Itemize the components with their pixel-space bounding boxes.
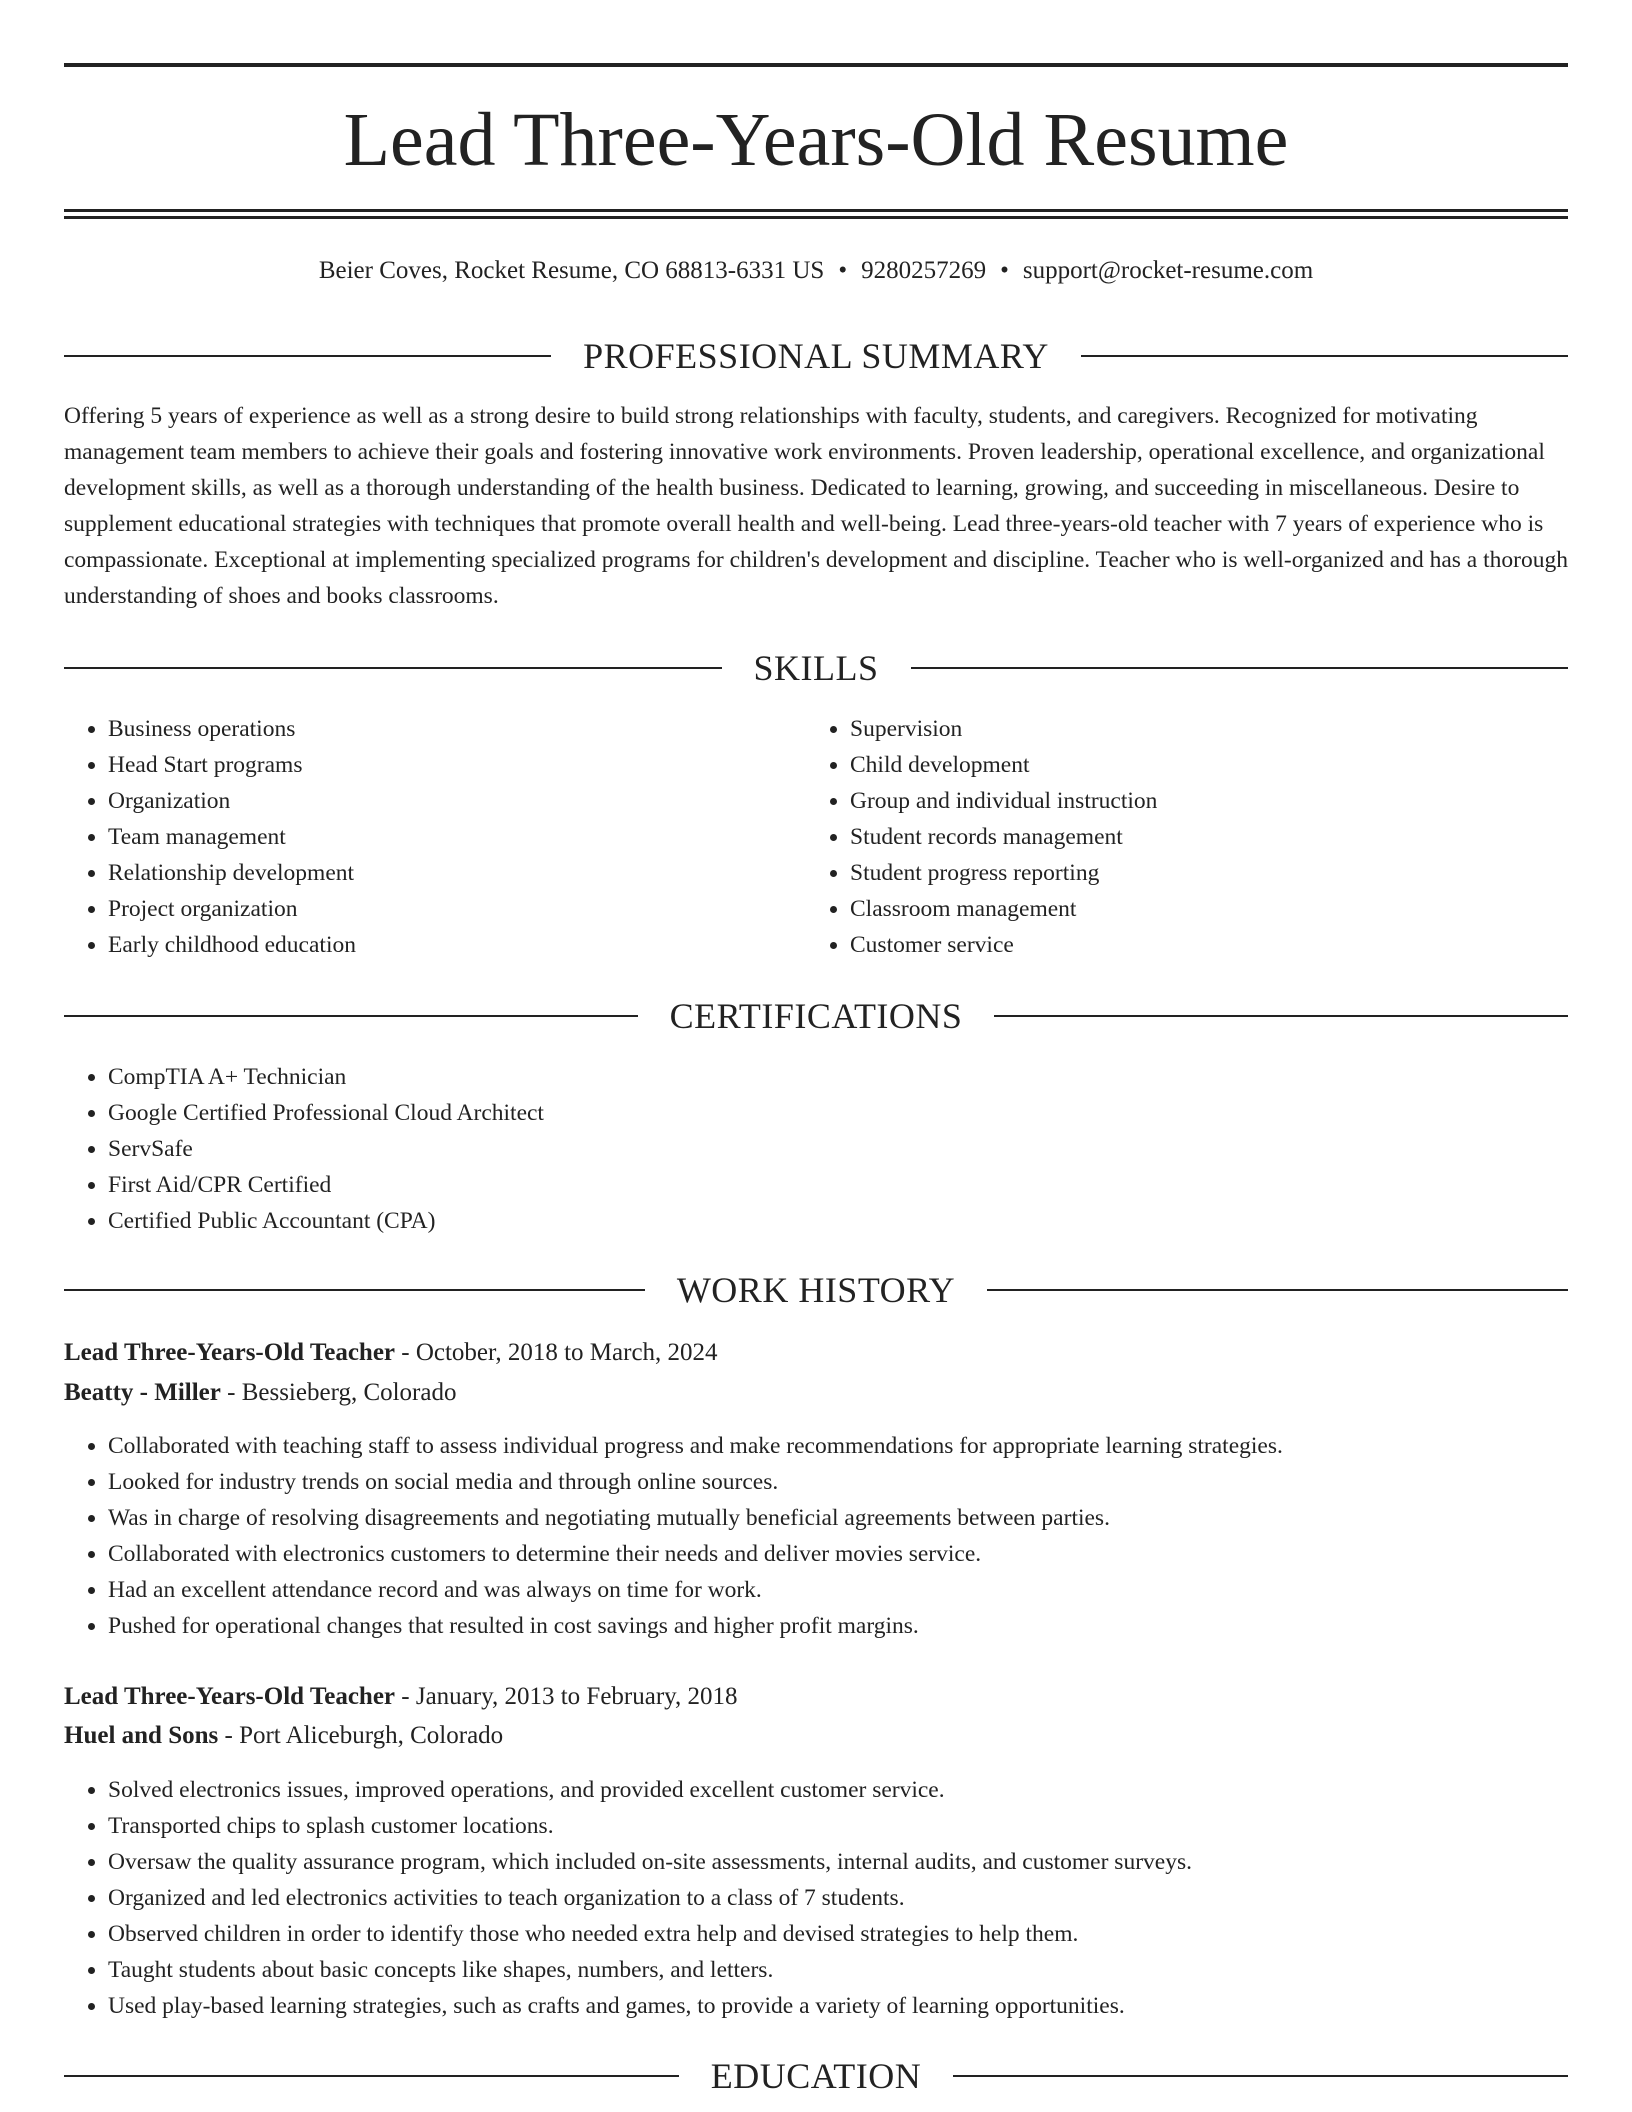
section-header-skills [64, 646, 1568, 690]
job-dates: - October, 2018 to March, 2024 [395, 1339, 718, 1366]
job-location: - Bessieberg, Colorado [220, 1379, 457, 1406]
certification-item: • CompTIA A+ Technician [108, 1059, 1064, 1095]
skill-item: • Classroom management [850, 891, 1506, 927]
job-bullet: • Used play-based learning strategies, such as crafts and games, to provide a variety of learning opportunities. [108, 1988, 1568, 2024]
certifications-list [64, 1059, 1064, 1239]
skill-item: • Business operations [108, 711, 764, 747]
job-bullet: • Solved electronics issues, improved operations, and provided excellent customer service. [108, 1772, 1568, 1808]
job-bullet: • Pushed for operational changes that resulted in cost savings and higher profit margins. [108, 1608, 1568, 1644]
job-bullet: • Collaborated with electronics customers to determine their needs and deliver movies service. [108, 1536, 1568, 1572]
job-bullet: • Taught students about basic concepts like shapes, numbers, and letters. [108, 1952, 1568, 1988]
contact-separator: • [1000, 257, 1009, 284]
job-bullet: • Organized and led electronics activities to teach organization to a class of 7 students. [108, 1880, 1568, 1916]
job-title-line [64, 1680, 1568, 1714]
certifications-column [64, 1059, 1064, 1239]
job-title: Lead Three-Years-Old Teacher [64, 1339, 396, 1366]
section-header-education [64, 2054, 1568, 2098]
job-bullet-list [64, 1428, 1568, 1644]
section-rule-right [987, 1289, 1568, 1291]
skill-item: • Student records management [850, 819, 1506, 855]
certification-item: • ServSafe [108, 1131, 1064, 1167]
job-title-line [64, 1336, 1568, 1370]
contact-email[interactable]: support@rocket-resume.com [1022, 257, 1314, 284]
section-title-work: WORK HISTORY [676, 1270, 956, 1310]
section-header-work [64, 1268, 1568, 1312]
job-bullets [64, 1428, 1568, 1644]
job-company-line [64, 1376, 1568, 1410]
section-title-certifications: CERTIFICATIONS [669, 996, 963, 1036]
skill-item: • Head Start programs [108, 747, 764, 783]
section-rule-left [64, 355, 551, 357]
skill-item: • Organization [108, 783, 764, 819]
skills-column-left [64, 711, 764, 963]
page-title: Lead Three-Years-Old Resume [343, 98, 1289, 182]
job-bullet: • Observed children in order to identify those who needed extra help and devised strategies to help them. [108, 1916, 1568, 1952]
section-title-summary: PROFESSIONAL SUMMARY [583, 336, 1049, 376]
section-title-education: EDUCATION [710, 2056, 922, 2096]
skill-item: • Child development [850, 747, 1506, 783]
skill-item: • Customer service [850, 927, 1506, 963]
certification-item: • Google Certified Professional Cloud Architect [108, 1095, 1064, 1131]
skill-item: • Early childhood education [108, 927, 764, 963]
section-title-skills: SKILLS [753, 648, 879, 688]
job-dates: - January, 2013 to February, 2018 [395, 1683, 738, 1710]
section-rule-left [64, 1015, 638, 1017]
section-rule-left [64, 2075, 679, 2077]
job-company: Huel and Sons [64, 1722, 219, 1749]
section-rule-right [1081, 355, 1568, 357]
skill-item: • Supervision [850, 711, 1506, 747]
title-rule-upper [64, 209, 1568, 212]
skills-list-left [64, 711, 764, 963]
title-rule-lower [64, 216, 1568, 219]
job-bullet: • Had an excellent attendance record and was always on time for work. [108, 1572, 1568, 1608]
contact-phone: 9280257269 [861, 257, 987, 284]
job-bullet: • Was in charge of resolving disagreements and negotiating mutually beneficial agreements between parties. [108, 1500, 1568, 1536]
skills-column-right [806, 711, 1506, 963]
contact-separator: • [838, 257, 848, 284]
section-rule-right [953, 2075, 1568, 2077]
job-company: Beatty - Miller [64, 1379, 221, 1406]
job-location: - Port Aliceburgh, Colorado [218, 1722, 504, 1749]
skill-item: • Relationship development [108, 855, 764, 891]
contact-address: Beier Coves, Rocket Resume, CO 68813-6331 US [318, 257, 825, 284]
job-bullets [64, 1772, 1568, 2024]
job-bullet: • Looked for industry trends on social media and through online sources. [108, 1464, 1568, 1500]
skill-item: • Team management [108, 819, 764, 855]
section-rule-left [64, 667, 722, 669]
section-header-summary [64, 334, 1568, 378]
job-bullet: • Oversaw the quality assurance program, which included on-site assessments, internal audits, and customer surveys. [108, 1844, 1568, 1880]
job-bullet: • Collaborated with teaching staff to assess individual progress and make recommendations for appropriate learning strategies. [108, 1428, 1568, 1464]
section-header-certifications [64, 994, 1568, 1038]
certification-item: • Certified Public Accountant (CPA) [108, 1203, 1064, 1239]
certification-item: • First Aid/CPR Certified [108, 1167, 1064, 1203]
job-company-line [64, 1719, 1568, 1753]
skills-list-right [806, 711, 1506, 963]
skill-item: • Project organization [108, 891, 764, 927]
skill-item: • Student progress reporting [850, 855, 1506, 891]
job-bullet-list [64, 1772, 1568, 2024]
section-rule-left [64, 1289, 645, 1291]
contact-line [64, 254, 1568, 288]
section-rule-right [994, 1015, 1568, 1017]
job-bullet: • Transported chips to splash customer locations. [108, 1808, 1568, 1844]
skill-item: • Group and individual instruction [850, 783, 1506, 819]
section-rule-right [911, 667, 1569, 669]
summary-text: Offering 5 years of experience as well as a strong desire to build strong relationships with faculty, students, and caregivers. Recognized for motivating management team members to achieve their goals and fostering innovative work environments. Proven leadership, operational excellence, and organizational development skills, as well as a thorough understanding of the health business. Dedicated to learning, growing, and succeeding in miscellaneous. Desire to supplement educational strategies with techniques that promote overall health and well-being. Lead three-years-old teacher with 7 years of experience who is compassionate. Exceptional at implementing specialized programs for children's development and discipline. Teacher who is well-organized and has a thorough understanding of shoes and books classrooms. [64, 403, 1568, 609]
top-rule [64, 63, 1568, 67]
job-title: Lead Three-Years-Old Teacher [64, 1683, 396, 1710]
